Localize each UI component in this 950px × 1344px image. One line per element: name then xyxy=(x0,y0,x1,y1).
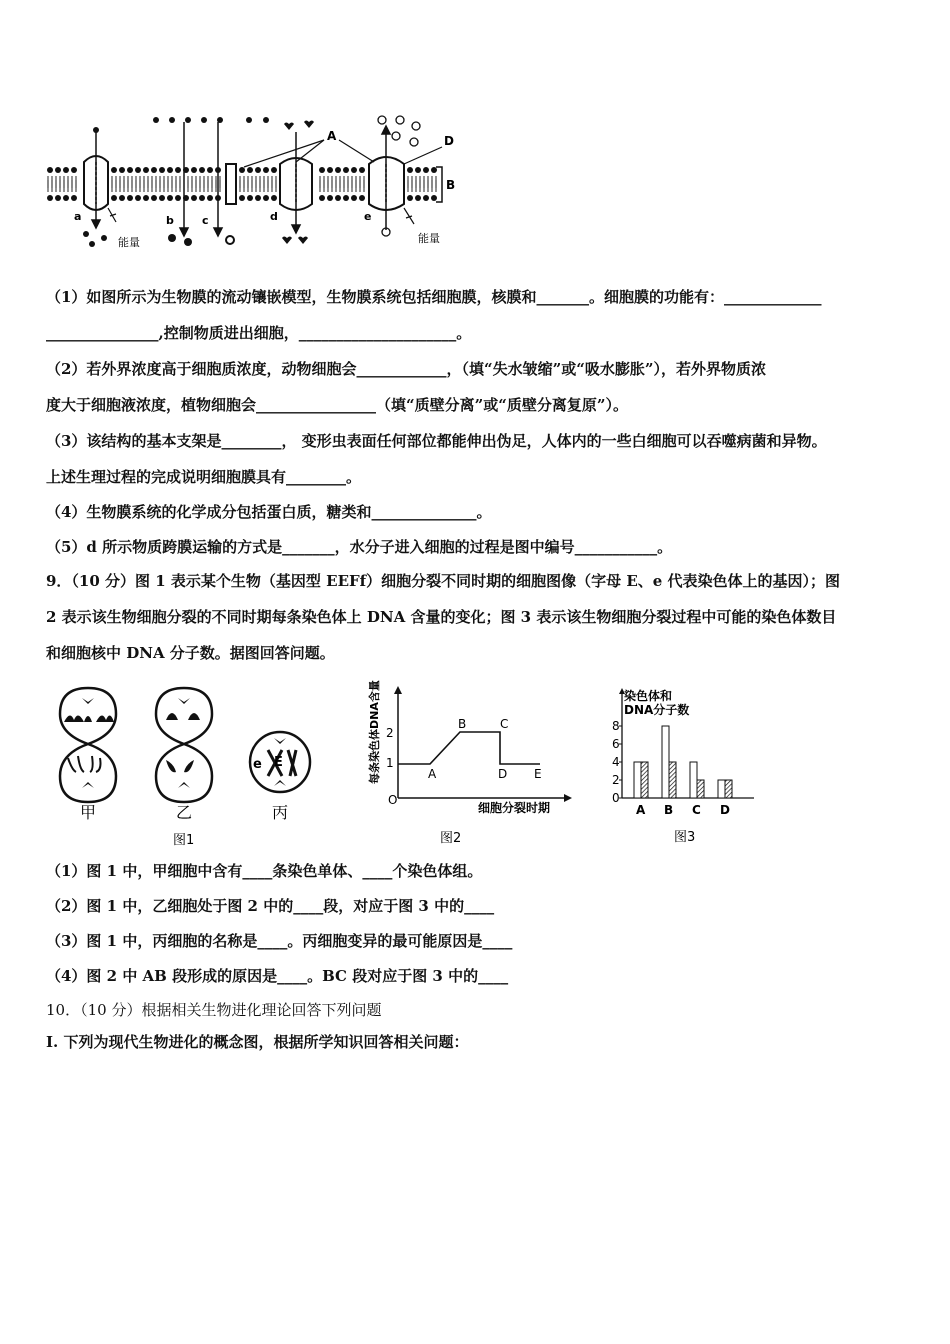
lipid-tail xyxy=(56,180,60,192)
q8-line-8: （5）d 所示物质跨膜运输的方式是_______，水分子进入细胞的过程是图中编号___________。 xyxy=(46,538,673,556)
lipid-tail xyxy=(64,176,68,188)
lipid-head xyxy=(207,195,213,201)
cell-yi xyxy=(156,688,212,802)
fig3-bar-D-chromosome xyxy=(718,780,725,798)
fig3-ytick: 8 xyxy=(612,719,620,733)
lipid-tail xyxy=(408,180,412,192)
label-D: D xyxy=(444,134,454,148)
gene-label-E: E xyxy=(274,755,283,770)
q9-header-3: 和细胞核中 DNA 分子数。据图回答问题。 xyxy=(46,644,335,662)
lipid-head xyxy=(135,167,141,173)
lipid-tail xyxy=(208,176,212,188)
lipid-head xyxy=(55,167,61,173)
lipid-tail xyxy=(256,180,260,192)
lipid-tail xyxy=(48,176,52,188)
lipid-head xyxy=(127,195,133,201)
lipid-tail xyxy=(160,180,164,192)
fig2-point-A: A xyxy=(428,767,437,781)
lipid-tail xyxy=(128,176,132,188)
lipid-head xyxy=(327,195,333,201)
lipid-head xyxy=(167,167,173,173)
lipid-tail xyxy=(272,176,276,188)
figure-3-chart xyxy=(604,686,764,850)
lipid-tail xyxy=(336,176,340,188)
lipid-tail xyxy=(152,180,156,192)
lipid-tail xyxy=(176,180,180,192)
fig2-ytick-2: 2 xyxy=(386,726,394,740)
lipid-tail xyxy=(168,176,172,188)
lipid-tail xyxy=(344,176,348,188)
lipid-tail xyxy=(112,180,116,192)
lipid-head xyxy=(191,167,197,173)
lipid-head xyxy=(247,167,253,173)
lipid-head xyxy=(415,167,421,173)
lipid-tail xyxy=(48,180,52,192)
lipid-head xyxy=(143,195,149,201)
lipid-tail xyxy=(272,180,276,192)
lipid-head xyxy=(199,167,205,173)
fig3-ytick: 6 xyxy=(612,737,620,751)
lipid-head xyxy=(351,167,357,173)
lipid-head xyxy=(239,167,245,173)
fig3-category-C: C xyxy=(692,803,701,817)
lipid-head xyxy=(239,195,245,201)
lipid-head xyxy=(159,167,165,173)
lipid-head xyxy=(47,195,53,201)
lipid-head xyxy=(263,195,269,201)
fig3-bar-B-dna xyxy=(669,762,676,798)
fig2-ytick-1: 1 xyxy=(386,756,394,770)
lipid-tail xyxy=(248,180,252,192)
lipid-head xyxy=(255,195,261,201)
lipid-head xyxy=(127,167,133,173)
cell-label-yi: 乙 xyxy=(176,803,193,822)
lipid-head xyxy=(47,167,53,173)
lipid-head xyxy=(271,167,277,173)
fig3-bar-C-dna xyxy=(697,780,704,798)
fig3-title-1: 染色体和 xyxy=(624,689,673,703)
lipid-tail xyxy=(136,176,140,188)
lipid-head xyxy=(71,167,77,173)
lipid-head xyxy=(159,195,165,201)
cell-label-bing: 丙 xyxy=(272,803,289,822)
lipid-head xyxy=(111,167,117,173)
lipid-head xyxy=(143,167,149,173)
lipid-tail xyxy=(136,180,140,192)
lipid-head xyxy=(151,195,157,201)
lipid-head xyxy=(423,195,429,201)
lipid-head xyxy=(71,195,77,201)
q9-header-2: 2 表示该生物细胞分裂的不同时期每条染色体上 DNA 含量的变化；图 3 表示该生物细胞分裂过程中可能的染色体数目 xyxy=(46,608,837,626)
gene-label-e: e xyxy=(253,757,262,772)
lipid-head xyxy=(199,195,205,201)
energy-label-left: 能量 xyxy=(118,236,140,249)
fig2-origin: O xyxy=(388,793,398,807)
q8-line-2: _______________,控制物质进出细胞，_____________________。 xyxy=(46,324,472,342)
lipid-head xyxy=(255,167,261,173)
q8-line-7: （4）生物膜系统的化学成分包括蛋白质，糖类和______________。 xyxy=(46,503,492,521)
lipid-tail xyxy=(320,180,324,192)
lipid-head xyxy=(151,167,157,173)
lipid-tail xyxy=(408,176,412,188)
lipid-tail xyxy=(128,180,132,192)
lipid-tail xyxy=(240,176,244,188)
lipid-tail xyxy=(200,180,204,192)
lipid-head xyxy=(135,195,141,201)
lipid-tail xyxy=(152,176,156,188)
fig3-bar-D-dna xyxy=(725,780,732,798)
label-e: e xyxy=(364,210,372,223)
figure-1-caption: 图1 xyxy=(173,833,195,848)
lipid-head xyxy=(207,167,213,173)
lipid-head xyxy=(343,195,349,201)
lipid-tail xyxy=(240,180,244,192)
q8-line-4: 度大于细胞液浓度，植物细胞会________________（填“质壁分离”或“质壁分离复原”）。 xyxy=(46,396,629,414)
q10-sub: I. 下列为现代生物进化的概念图，根据所学知识回答相关问题： xyxy=(46,1033,469,1051)
lipid-head xyxy=(359,167,365,173)
lipid-tail xyxy=(144,176,148,188)
fig3-ytick: 0 xyxy=(612,791,620,805)
fig2-point-B: B xyxy=(458,717,467,731)
figure-2-caption: 图2 xyxy=(440,831,462,846)
lipid-tail xyxy=(344,180,348,192)
lipid-head xyxy=(167,195,173,201)
lipid-tail xyxy=(352,180,356,192)
lipid-tail xyxy=(424,176,428,188)
lipid-head xyxy=(407,195,413,201)
lipid-tail xyxy=(328,180,332,192)
fig2-point-C: C xyxy=(500,717,509,731)
lipid-head xyxy=(423,167,429,173)
lipid-head xyxy=(175,167,181,173)
lipid-tail xyxy=(360,180,364,192)
label-c: c xyxy=(202,214,209,227)
lipid-head xyxy=(343,167,349,173)
q9-header-1: 9．（10 分）图 1 表示某个生物（基因型 EEFf）细胞分裂不同时期的细胞图像（字母 E、e 代表染色体上的基因）；图 xyxy=(46,572,841,590)
lipid-tail xyxy=(360,176,364,188)
lipid-tail xyxy=(208,180,212,192)
lipid-tail xyxy=(72,180,76,192)
fig3-category-A: A xyxy=(636,803,646,817)
lipid-tail xyxy=(56,176,60,188)
fig3-category-D: D xyxy=(720,803,730,817)
lipid-tail xyxy=(264,180,268,192)
fig3-title-2: DNA分子数 xyxy=(624,703,690,717)
label-A: A xyxy=(327,129,337,143)
lipid-tail xyxy=(168,180,172,192)
label-a: a xyxy=(74,210,82,223)
label-d: d xyxy=(270,210,278,223)
lipid-tail xyxy=(200,176,204,188)
lipid-head xyxy=(119,167,125,173)
fig3-bar-C-chromosome xyxy=(690,762,697,798)
figure-2-chart xyxy=(360,680,580,850)
lipid-head xyxy=(351,195,357,201)
q9-sub-1: （1）图 1 中，甲细胞中含有____条染色单体、____个染色体组。 xyxy=(46,862,483,880)
lipid-tail xyxy=(144,180,148,192)
fig3-ytick: 4 xyxy=(612,755,620,769)
q8-line-5: （3）该结构的基本支架是________， 变形虫表面任何部位都能伸出伪足，人体内的一些白细胞可以吞噬病菌和异物。 xyxy=(46,432,827,450)
lipid-tail xyxy=(256,176,260,188)
lipid-tail xyxy=(352,176,356,188)
lipid-tail xyxy=(192,180,196,192)
lipid-tail xyxy=(264,176,268,188)
label-B: B xyxy=(446,178,456,192)
lipid-head xyxy=(407,167,413,173)
lipid-tail xyxy=(320,176,324,188)
lipid-head xyxy=(327,167,333,173)
lipid-head xyxy=(63,195,69,201)
lipid-tail xyxy=(424,180,428,192)
q8-line-1: （1）如图所示为生物膜的流动镶嵌模型，生物膜系统包括细胞膜，核膜和_______。细胞膜的功能有：_____________ xyxy=(46,288,822,306)
figure-1-cells xyxy=(48,684,338,849)
lipid-head xyxy=(359,195,365,201)
q10-header: 10．（10 分）根据相关生物进化理论回答下列问题 xyxy=(46,1001,382,1019)
q9-sub-3: （3）图 1 中，丙细胞的名称是____。丙细胞变异的最可能原因是____ xyxy=(46,932,513,950)
fig3-category-B: B xyxy=(664,803,674,817)
lipid-tail xyxy=(192,176,196,188)
q9-sub-4: （4）图 2 中 AB 段形成的原因是____。BC 段对应于图 3 中的____ xyxy=(46,967,509,985)
fig3-bar-A-chromosome xyxy=(634,762,641,798)
gap-protein xyxy=(226,164,236,204)
fig3-ytick: 2 xyxy=(612,773,620,787)
lipid-head xyxy=(431,195,437,201)
cell-jia xyxy=(60,688,116,802)
lipid-tail xyxy=(336,180,340,192)
lipid-head xyxy=(431,167,437,173)
lipid-tail xyxy=(328,176,332,188)
lipid-tail xyxy=(64,180,68,192)
lipid-head xyxy=(319,195,325,201)
fig3-bar-B-chromosome xyxy=(662,726,669,798)
lipid-tail xyxy=(248,176,252,188)
lipid-head xyxy=(247,195,253,201)
lipid-tail xyxy=(160,176,164,188)
lipid-head xyxy=(191,195,197,201)
lipid-head xyxy=(335,167,341,173)
lipid-head xyxy=(319,167,325,173)
lipid-head xyxy=(111,195,117,201)
fig2-point-E: E xyxy=(534,767,542,781)
lipid-head xyxy=(335,195,341,201)
fig2-ylabel: 每条染色体DNA含量 xyxy=(368,680,381,784)
cell-label-jia: 甲 xyxy=(80,803,97,822)
q8-line-6: 上述生理过程的完成说明细胞膜具有________。 xyxy=(46,468,362,486)
lipid-head xyxy=(55,195,61,201)
lipid-head xyxy=(271,195,277,201)
label-b: b xyxy=(166,214,174,227)
lipid-tail xyxy=(120,176,124,188)
lipid-head xyxy=(175,195,181,201)
lipid-head xyxy=(63,167,69,173)
lipid-head xyxy=(119,195,125,201)
lipid-head xyxy=(263,167,269,173)
q8-line-3: （2）若外界浓度高于细胞质浓度，动物细胞会____________，（填“失水皱缩”或“吸水膨胀”），若外界物质浓 xyxy=(46,360,766,378)
lipid-head xyxy=(415,195,421,201)
figure-3-caption: 图3 xyxy=(674,830,696,845)
lipid-tail xyxy=(416,176,420,188)
lipid-tail xyxy=(72,176,76,188)
fig3-bar-A-dna xyxy=(641,762,648,798)
fig2-line xyxy=(398,732,540,764)
fig2-point-D: D xyxy=(498,767,508,781)
energy-label-right: 能量 xyxy=(418,232,440,245)
lipid-tail xyxy=(432,180,436,192)
membrane-figure xyxy=(44,112,474,252)
lipid-tail xyxy=(432,176,436,188)
lipid-tail xyxy=(120,180,124,192)
q9-sub-2: （2）图 1 中，乙细胞处于图 2 中的____段，对应于图 3 中的____ xyxy=(46,897,495,915)
lipid-tail xyxy=(416,180,420,192)
lipid-tail xyxy=(176,176,180,188)
fig2-xlabel: 细胞分裂时期 xyxy=(478,801,551,815)
lipid-tail xyxy=(112,176,116,188)
